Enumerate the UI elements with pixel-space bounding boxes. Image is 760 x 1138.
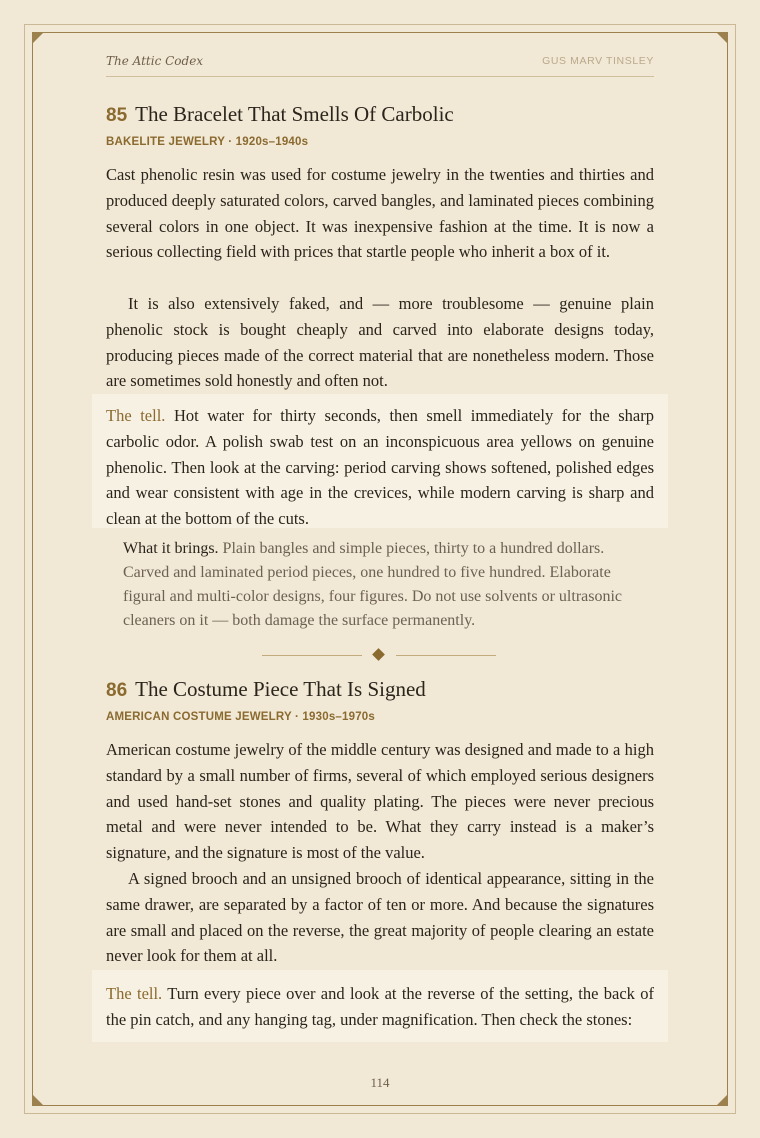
entry-heading [106,102,454,127]
value-text: Plain bangles and simple pieces, thirty to a hundred dollars. Carved and laminated period pieces, one hundred to five hundred. Elaborate figural and multi-color designs, four figures. Do not use solvents or ultrasonic cleaners on it — both damage the surface permanently. [123,540,623,629]
corner-ornament-top-left [33,33,43,43]
book-title: The Attic Codex [106,54,204,68]
value-note [123,537,654,633]
body-paragraph: A signed brooch and an unsigned brooch of identical appearance, sitting in the same drawer, are separated by a factor of ten or more. And because the signatures are small and placed on the reverse, the great majority of people clearing an estate never look for them at all. [106,869,654,966]
diamond-ornament-icon [372,648,385,661]
value-label: What it brings. [123,540,219,557]
author-name: GUS MARV TINSLEY [542,55,654,67]
tell-callout [92,394,668,528]
tell-text: Hot water for thirty seconds, then smell immediately for the sharp carbolic odor. A polish swab test on an inconspicuous area yellows on genuine phenolic. Then look at the carving: period carving shows softened, polished edges and wear consistent with age in the crevices, while modern carving is sharp and clean at the bottom of the cuts. [106,406,654,529]
body-paragraph: American costume jewelry of the middle century was designed and made to a high standard by a small number of firms, several of which employed serious designers and used hand-set stones and quality plating. The pieces were never precious metal and were never intended to be. What they carry instead is a maker’s signature, and the signature is most of the value. [106,740,654,863]
corner-ornament-bottom-right [717,1095,727,1105]
tell-label: The tell. [106,984,163,1003]
body-paragraph: It is also extensively faked, and — more troublesome — genuine plain phenolic stock is bought cheaply and carved into elaborate designs today, producing pieces made of the correct material that are nonetheless modern. Those are sometimes sold honestly and often not. [106,294,654,391]
entry-title: The Costume Piece That Is Signed [135,677,426,701]
corner-ornament-top-right [717,33,727,43]
section-divider [262,648,496,662]
entry-number: 86 [106,680,128,701]
entry-number: 85 [106,105,128,126]
tell-callout [92,970,668,1042]
entry-subtitle: BAKELITE JEWELRY · 1920s–1940s [106,136,309,148]
divider-line [262,655,362,656]
running-head [106,54,654,77]
entry-heading [106,677,426,702]
body-paragraph: Cast phenolic resin was used for costume jewelry in the twenties and thirties and produced deeply saturated colors, carved bangles, and laminated pieces combining several colors in one object. It was inexpensive fashion at the time. It is now a serious collecting field with prices that startle people who inherit a box of it. [106,165,654,262]
tell-label: The tell. [106,406,166,425]
divider-line [396,655,496,656]
entry-subtitle: AMERICAN COSTUME JEWELRY · 1930s–1970s [106,711,375,723]
page-number: 114 [370,1075,390,1090]
entry-title: The Bracelet That Smells Of Carbolic [135,102,454,126]
tell-paragraph [106,981,654,1033]
tell-text: Turn every piece over and look at the reverse of the setting, the back of the pin catch, and any hanging tag, under magnification. Then check the stones: [106,984,654,1029]
corner-ornament-bottom-left [33,1095,43,1105]
tell-paragraph [106,403,654,532]
